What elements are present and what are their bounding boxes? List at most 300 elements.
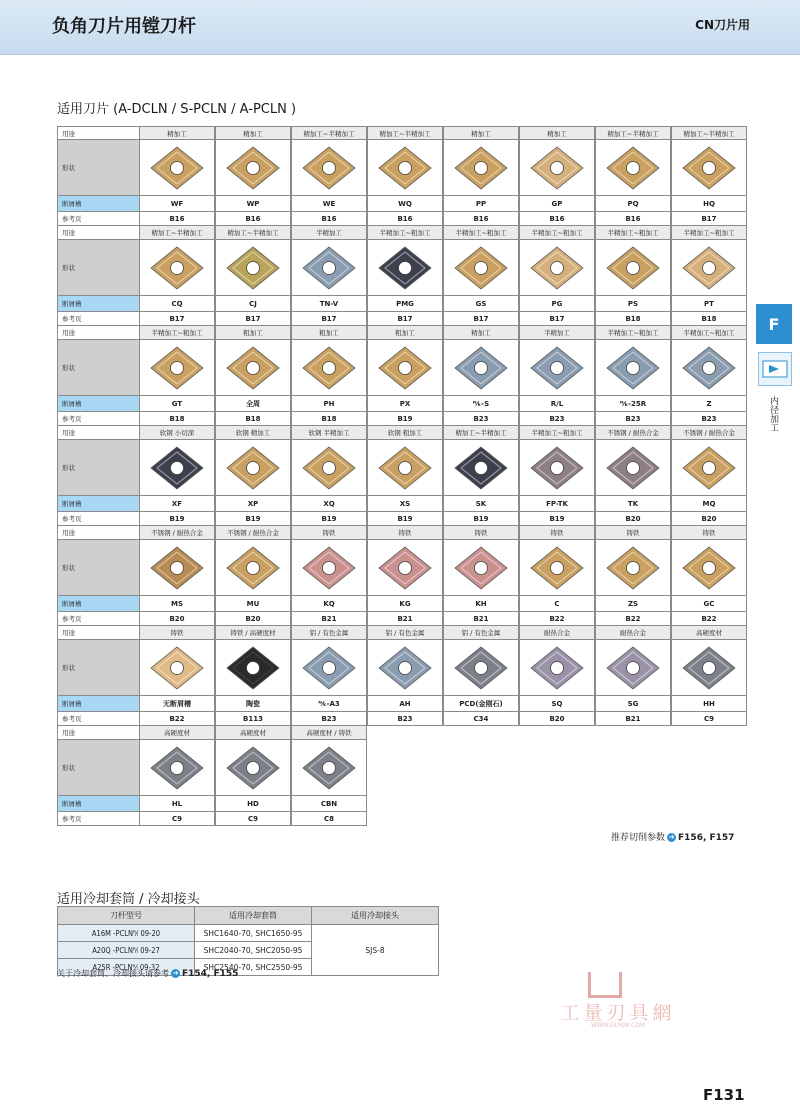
insert-page-ref[interactable]: B18 — [139, 412, 215, 426]
insert-block — [57, 726, 747, 826]
coolant-note-text: 关于冷却套筒、冷却接头请参考 — [57, 969, 169, 978]
row-label-page: 参考页 — [57, 312, 139, 326]
insert-use: 粗加工 — [215, 326, 291, 340]
insert-page-ref[interactable]: B16 — [291, 212, 367, 226]
insert-groove: HD — [215, 796, 291, 812]
insert-icon — [149, 744, 205, 792]
insert-use: 高硬度材 — [671, 626, 747, 640]
insert-column — [367, 426, 443, 526]
row-label-groove: 断屑槽 — [57, 596, 139, 612]
insert-icon — [605, 444, 661, 492]
insert-page-ref[interactable]: B23 — [443, 412, 519, 426]
insert-shape — [671, 340, 747, 396]
insert-column — [671, 326, 747, 426]
insert-block — [57, 526, 747, 626]
insert-page-ref[interactable]: C34 — [443, 712, 519, 726]
insert-column — [443, 326, 519, 426]
row-label-use: 用途 — [57, 226, 139, 240]
insert-groove: PMG — [367, 296, 443, 312]
insert-use: 软钢 精加工 — [215, 426, 291, 440]
insert-groove: HH — [671, 696, 747, 712]
insert-shape — [671, 440, 747, 496]
row-labels — [57, 726, 139, 826]
insert-page-ref[interactable]: B16 — [215, 212, 291, 226]
insert-groove: Z — [671, 396, 747, 412]
insert-shape — [595, 540, 671, 596]
insert-page-ref[interactable]: B23 — [671, 412, 747, 426]
insert-groove: PT — [671, 296, 747, 312]
insert-page-ref[interactable]: B19 — [443, 512, 519, 526]
row-label-page: 参考页 — [57, 612, 139, 626]
insert-groove: WE — [291, 196, 367, 212]
insert-page-ref[interactable]: B21 — [443, 612, 519, 626]
insert-groove: XF — [139, 496, 215, 512]
insert-page-ref[interactable]: B23 — [291, 712, 367, 726]
insert-page-ref[interactable]: B19 — [367, 412, 443, 426]
coolant-table — [57, 906, 439, 976]
insert-use: 铸铁 — [367, 526, 443, 540]
row-label-page: 参考页 — [57, 812, 139, 826]
row-label-groove: 断屑槽 — [57, 496, 139, 512]
row-label-groove: 断屑槽 — [57, 396, 139, 412]
insert-page-ref[interactable]: B16 — [367, 212, 443, 226]
insert-block — [57, 426, 747, 526]
insert-use: 精加工~半精加工 — [215, 226, 291, 240]
insert-icon — [301, 144, 357, 192]
insert-use: 精加工~半精加工 — [671, 126, 747, 140]
insert-use: 半精加工~粗加工 — [367, 226, 443, 240]
insert-column — [671, 126, 747, 226]
insert-block — [57, 126, 747, 226]
insert-page-ref[interactable]: B22 — [595, 612, 671, 626]
insert-use: 半精加工~粗加工 — [519, 226, 595, 240]
watermark-logo-icon — [588, 972, 622, 998]
insert-page-ref[interactable]: B22 — [139, 712, 215, 726]
insert-column — [443, 526, 519, 626]
insert-page-ref[interactable]: B21 — [291, 612, 367, 626]
insert-groove: PQ — [595, 196, 671, 212]
insert-use: 半精加工~粗加工 — [595, 226, 671, 240]
insert-column — [139, 626, 215, 726]
insert-column — [595, 226, 671, 326]
insert-icon — [453, 644, 509, 692]
insert-groove: PCD(金刚石) — [443, 696, 519, 712]
row-label-shape: 形状 — [57, 440, 139, 496]
insert-use: 软钢 小切深 — [139, 426, 215, 440]
insert-icon — [225, 444, 281, 492]
insert-use: 精加工 — [443, 126, 519, 140]
insert-groove: SK — [443, 496, 519, 512]
insert-use: 精加工 — [139, 126, 215, 140]
insert-page-ref[interactable]: B22 — [519, 612, 595, 626]
insert-use: 铝 / 有色金属 — [367, 626, 443, 640]
insert-groove: PG — [519, 296, 595, 312]
insert-icon — [605, 244, 661, 292]
insert-use: 粗加工 — [367, 326, 443, 340]
insert-section-title: 适用刀片 (A-DCLN / S-PCLN / A-PCLN ) — [57, 102, 297, 117]
insert-shape — [215, 540, 291, 596]
insert-page-ref[interactable]: C8 — [291, 812, 367, 826]
insert-shape — [443, 140, 519, 196]
insert-column — [215, 526, 291, 626]
insert-column — [443, 226, 519, 326]
insert-page-ref[interactable]: B19 — [215, 512, 291, 526]
insert-use: 半精加工~粗加工 — [139, 326, 215, 340]
insert-groove: ᴺ⁄ₖ-25R — [595, 396, 671, 412]
section-tab-f[interactable]: F — [756, 304, 792, 344]
insert-page-ref[interactable]: B17 — [519, 312, 595, 326]
row-label-use: 用途 — [57, 126, 139, 140]
insert-use: 精加工~半精加工 — [443, 426, 519, 440]
insert-shape — [291, 440, 367, 496]
insert-page-ref[interactable]: B20 — [671, 512, 747, 526]
insert-icon — [225, 744, 281, 792]
insert-shape — [291, 340, 367, 396]
row-labels — [57, 126, 139, 226]
insert-column — [595, 126, 671, 226]
insert-groove: HL — [139, 796, 215, 812]
insert-column — [139, 326, 215, 426]
insert-column — [139, 226, 215, 326]
insert-icon — [529, 444, 585, 492]
insert-groove: GP — [519, 196, 595, 212]
insert-icon — [149, 644, 205, 692]
insert-column — [139, 126, 215, 226]
insert-icon — [681, 144, 737, 192]
row-label-groove: 断屑槽 — [57, 696, 139, 712]
insert-page-ref[interactable]: B19 — [291, 512, 367, 526]
insert-use: 精加工 — [215, 126, 291, 140]
insert-groove: TK — [595, 496, 671, 512]
insert-groove: C — [519, 596, 595, 612]
row-labels — [57, 626, 139, 726]
insert-groove: PX — [367, 396, 443, 412]
insert-groove: 全周 — [215, 396, 291, 412]
insert-groove: 陶瓷 — [215, 696, 291, 712]
insert-use: 铝 / 有色金属 — [291, 626, 367, 640]
recommend-refs[interactable]: F156, F157 — [678, 833, 735, 843]
insert-groove: WP — [215, 196, 291, 212]
insert-icon — [453, 144, 509, 192]
insert-groove: R/L — [519, 396, 595, 412]
holder-model: A25R -PCLNᴿ⁄ₗ 09-32 — [58, 959, 195, 976]
insert-icon — [681, 244, 737, 292]
insert-use: 耐热合金 — [595, 626, 671, 640]
insert-use: 半精加工~粗加工 — [671, 226, 747, 240]
insert-shape — [443, 340, 519, 396]
insert-page-ref[interactable]: B20 — [595, 512, 671, 526]
insert-icon — [377, 544, 433, 592]
watermark-url: WWW.GLRJW.COM — [590, 1022, 646, 1029]
insert-column — [139, 726, 215, 826]
insert-column — [443, 426, 519, 526]
row-label-page: 参考页 — [57, 412, 139, 426]
insert-icon — [377, 644, 433, 692]
recommend-cutting-params[interactable] — [611, 830, 734, 843]
insert-page-ref[interactable]: B20 — [139, 612, 215, 626]
insert-icon — [225, 244, 281, 292]
insert-use: 铸铁 / 高硬度材 — [215, 626, 291, 640]
insert-use: 不锈钢 / 耐热合金 — [139, 526, 215, 540]
insert-use: 精加工~半精加工 — [595, 126, 671, 140]
insert-column — [671, 626, 747, 726]
insert-shape — [139, 340, 215, 396]
insert-icon — [225, 644, 281, 692]
insert-column — [671, 426, 747, 526]
insert-table — [57, 126, 747, 826]
insert-shape — [367, 440, 443, 496]
insert-groove: PH — [291, 396, 367, 412]
insert-page-ref[interactable]: B16 — [443, 212, 519, 226]
coolant-sleeve: SHC1640-70, SHC1650-95 — [195, 925, 312, 942]
insert-icon — [377, 244, 433, 292]
insert-use: 半精加工~粗加工 — [671, 326, 747, 340]
row-label-use: 用途 — [57, 326, 139, 340]
insert-column — [291, 626, 367, 726]
row-label-use: 用途 — [57, 526, 139, 540]
insert-groove: SQ — [519, 696, 595, 712]
insert-column — [443, 126, 519, 226]
insert-page-ref[interactable]: B23 — [519, 412, 595, 426]
insert-column — [595, 526, 671, 626]
insert-use: 高硬度材 — [139, 726, 215, 740]
insert-shape — [291, 240, 367, 296]
insert-shape — [671, 240, 747, 296]
insert-column — [291, 126, 367, 226]
insert-block — [57, 326, 747, 426]
row-label-page: 参考页 — [57, 712, 139, 726]
insert-page-ref[interactable]: B16 — [139, 212, 215, 226]
row-label-shape: 形状 — [57, 740, 139, 796]
insert-column — [367, 626, 443, 726]
insert-page-ref[interactable]: B20 — [215, 612, 291, 626]
insert-shape — [215, 240, 291, 296]
insert-groove: ZS — [595, 596, 671, 612]
insert-column — [367, 526, 443, 626]
coolant-sleeve: SHC2040-70, SHC2050-95 — [195, 942, 312, 959]
insert-icon — [377, 344, 433, 392]
arrow-right-icon: ➜ — [668, 833, 675, 841]
insert-shape — [595, 640, 671, 696]
insert-page-ref[interactable]: B19 — [519, 512, 595, 526]
insert-use: 不锈钢 / 耐热合金 — [595, 426, 671, 440]
insert-icon — [301, 344, 357, 392]
insert-page-ref[interactable]: B17 — [671, 212, 747, 226]
insert-column — [595, 426, 671, 526]
insert-groove: PP — [443, 196, 519, 212]
insert-groove: SG — [595, 696, 671, 712]
insert-column — [367, 126, 443, 226]
insert-use: 高硬度材 — [215, 726, 291, 740]
insert-icon — [529, 144, 585, 192]
insert-column — [139, 426, 215, 526]
row-label-shape: 形状 — [57, 340, 139, 396]
insert-page-ref[interactable]: B18 — [291, 412, 367, 426]
insert-groove: 无断屑槽 — [139, 696, 215, 712]
row-label-use: 用途 — [57, 626, 139, 640]
insert-groove: CQ — [139, 296, 215, 312]
insert-shape — [443, 640, 519, 696]
insert-use: 铸铁 — [671, 526, 747, 540]
insert-page-ref[interactable]: B113 — [215, 712, 291, 726]
insert-use: 铸铁 — [443, 526, 519, 540]
insert-icon — [681, 644, 737, 692]
insert-page-ref[interactable]: B17 — [367, 312, 443, 326]
insert-icon — [149, 144, 205, 192]
insert-page-ref[interactable]: B18 — [215, 412, 291, 426]
insert-shape — [443, 440, 519, 496]
insert-page-ref[interactable]: B21 — [367, 612, 443, 626]
insert-shape — [215, 140, 291, 196]
row-labels — [57, 226, 139, 326]
col-header-joint: 适用冷却接头 — [312, 907, 439, 925]
insert-groove: ᴺ⁄ₖ-A3 — [291, 696, 367, 712]
insert-shape — [595, 240, 671, 296]
insert-page-ref[interactable]: C9 — [215, 812, 291, 826]
insert-page-ref[interactable]: C9 — [671, 712, 747, 726]
insert-use: 半精加工~粗加工 — [443, 226, 519, 240]
insert-column — [367, 326, 443, 426]
insert-shape — [443, 240, 519, 296]
insert-shape — [215, 740, 291, 796]
row-label-shape: 形状 — [57, 640, 139, 696]
coolant-note-refs[interactable]: F154, F155 — [182, 969, 239, 979]
insert-page-ref[interactable]: B20 — [519, 712, 595, 726]
insert-shape — [367, 140, 443, 196]
insert-page-ref[interactable]: B23 — [595, 412, 671, 426]
insert-page-ref[interactable]: B19 — [139, 512, 215, 526]
insert-shape — [291, 740, 367, 796]
insert-groove: WF — [139, 196, 215, 212]
insert-icon — [605, 344, 661, 392]
insert-column — [595, 326, 671, 426]
insert-shape — [671, 540, 747, 596]
insert-page-ref[interactable]: B19 — [367, 512, 443, 526]
insert-shape — [139, 140, 215, 196]
insert-icon — [529, 244, 585, 292]
insert-use: 精加工~半精加工 — [367, 126, 443, 140]
insert-groove: KH — [443, 596, 519, 612]
insert-groove: XS — [367, 496, 443, 512]
insert-shape — [519, 640, 595, 696]
insert-icon — [301, 544, 357, 592]
insert-icon — [225, 144, 281, 192]
insert-icon — [453, 444, 509, 492]
insert-column — [291, 226, 367, 326]
coolant-joint: SJS-8 — [312, 925, 439, 976]
header-band — [0, 0, 800, 55]
insert-page-ref[interactable]: B23 — [367, 712, 443, 726]
boring-icon — [758, 352, 792, 386]
row-label-shape: 形状 — [57, 140, 139, 196]
insert-shape — [519, 440, 595, 496]
insert-block — [57, 626, 747, 726]
insert-page-ref[interactable]: B22 — [671, 612, 747, 626]
insert-shape — [291, 140, 367, 196]
insert-icon — [681, 544, 737, 592]
insert-block — [57, 226, 747, 326]
insert-shape — [215, 340, 291, 396]
insert-page-ref[interactable]: B17 — [139, 312, 215, 326]
insert-groove: TN-V — [291, 296, 367, 312]
insert-shape — [367, 240, 443, 296]
insert-use: 铝 / 有色金属 — [443, 626, 519, 640]
watermark — [538, 972, 698, 1029]
insert-shape — [139, 540, 215, 596]
insert-icon — [605, 644, 661, 692]
insert-icon — [225, 544, 281, 592]
insert-icon — [529, 644, 585, 692]
insert-page-ref[interactable]: B21 — [595, 712, 671, 726]
page-title: 负角刀片用镗刀杆 — [52, 16, 196, 37]
page-number: F131 — [703, 1086, 745, 1104]
insert-page-ref[interactable]: C9 — [139, 812, 215, 826]
insert-icon — [453, 244, 509, 292]
insert-icon — [681, 344, 737, 392]
insert-icon — [377, 444, 433, 492]
insert-groove: HQ — [671, 196, 747, 212]
col-header-holder: 刀杆型号 — [58, 907, 195, 925]
insert-icon — [149, 444, 205, 492]
insert-shape — [215, 440, 291, 496]
insert-page-ref[interactable]: B16 — [595, 212, 671, 226]
holder-model: A16M -PCLNᴿ⁄ₗ 09-20 — [58, 925, 195, 942]
insert-groove: GT — [139, 396, 215, 412]
recommend-text: 推荐切削参数 — [611, 833, 666, 843]
insert-use: 粗加工 — [291, 326, 367, 340]
insert-icon — [453, 544, 509, 592]
insert-shape — [215, 640, 291, 696]
insert-column — [291, 726, 367, 826]
insert-use: 半精加工 — [519, 326, 595, 340]
insert-use: 精加工 — [519, 126, 595, 140]
insert-use: 不锈钢 / 耐热合金 — [215, 526, 291, 540]
insert-page-ref[interactable]: B17 — [215, 312, 291, 326]
insert-column — [367, 226, 443, 326]
insert-groove: ᴺ⁄ₖ-S — [443, 396, 519, 412]
coolant-sleeve: SHC2540-70, SHC2550-95 — [195, 959, 312, 976]
row-label-groove: 断屑槽 — [57, 796, 139, 812]
insert-groove: XQ — [291, 496, 367, 512]
arrow-right-icon: ➜ — [172, 969, 179, 977]
insert-icon — [529, 344, 585, 392]
insert-icon — [149, 344, 205, 392]
insert-icon — [149, 244, 205, 292]
insert-groove: MQ — [671, 496, 747, 512]
row-label-use: 用途 — [57, 426, 139, 440]
insert-column — [215, 426, 291, 526]
insert-icon — [377, 144, 433, 192]
insert-shape — [139, 640, 215, 696]
row-labels — [57, 526, 139, 626]
insert-page-ref[interactable]: B16 — [519, 212, 595, 226]
insert-groove: PS — [595, 296, 671, 312]
insert-use: 耐热合金 — [519, 626, 595, 640]
insert-icon — [605, 144, 661, 192]
coolant-note[interactable] — [57, 968, 238, 979]
insert-page-ref[interactable]: B18 — [671, 312, 747, 326]
insert-shape — [139, 740, 215, 796]
insert-page-ref[interactable]: B17 — [443, 312, 519, 326]
insert-column — [139, 526, 215, 626]
insert-groove: FP-TK — [519, 496, 595, 512]
insert-column — [519, 526, 595, 626]
col-header-sleeve: 适用冷却套筒 — [195, 907, 312, 925]
insert-groove: XP — [215, 496, 291, 512]
insert-page-ref[interactable]: B18 — [595, 312, 671, 326]
insert-groove: GS — [443, 296, 519, 312]
insert-page-ref[interactable]: B17 — [291, 312, 367, 326]
